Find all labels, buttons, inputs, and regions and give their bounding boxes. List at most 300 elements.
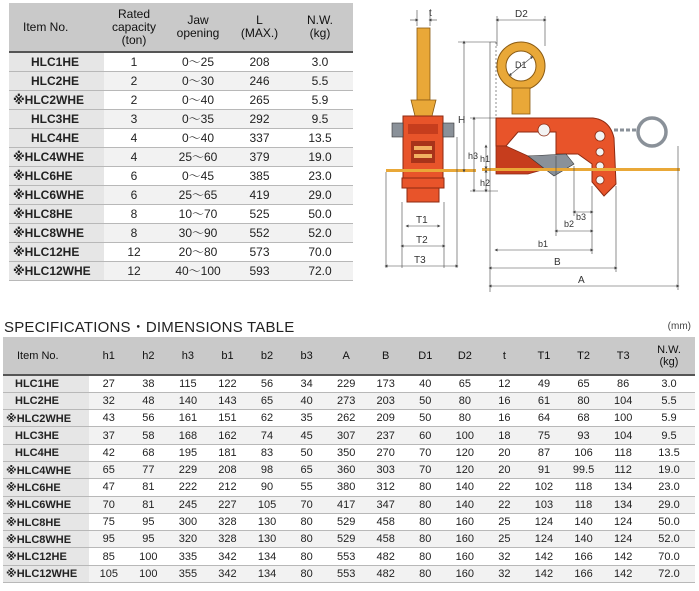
value-cell: 55 [287, 479, 327, 496]
product-table-row [9, 147, 353, 166]
dim-h3-label: h3 [468, 151, 479, 161]
value-cell: 20 [485, 461, 525, 478]
value-cell: 70 [406, 461, 446, 478]
value-cell: 593 [232, 261, 287, 280]
value-cell: 13.5 [287, 128, 353, 147]
value-cell: 65 [564, 375, 604, 392]
value-cell: 100 [445, 427, 485, 444]
value-cell: 19.0 [287, 147, 353, 166]
dim-b1-label: b1 [538, 239, 549, 249]
value-cell: 134 [603, 479, 643, 496]
value-cell: 40 [406, 375, 446, 392]
product-table-row [9, 128, 353, 147]
value-cell: 360 [326, 461, 366, 478]
value-cell: 40 [287, 392, 327, 409]
value-cell: 22 [485, 496, 525, 513]
value-cell: 222 [168, 479, 208, 496]
value-cell: 140 [564, 513, 604, 530]
value-cell: 227 [208, 496, 248, 513]
value-cell: 5.9 [643, 410, 695, 427]
value-cell: 8 [104, 223, 164, 242]
value-cell: 50.0 [287, 204, 353, 223]
value-cell: 30～90 [164, 223, 232, 242]
value-cell: 525 [232, 204, 287, 223]
value-cell: 95 [129, 531, 169, 548]
value-cell: 328 [208, 531, 248, 548]
value-cell: 80 [287, 548, 327, 565]
value-cell: 38 [129, 375, 169, 392]
value-cell: 134 [247, 565, 287, 582]
value-cell: 32 [485, 565, 525, 582]
item-no-cell: ※HLC6HE [3, 479, 89, 496]
dim-b-label: B [554, 257, 561, 268]
value-cell: 99.5 [564, 461, 604, 478]
value-cell: 50 [406, 392, 446, 409]
product-table [9, 3, 353, 281]
value-cell: 529 [326, 531, 366, 548]
value-cell: 212 [208, 479, 248, 496]
value-cell: 0～30 [164, 71, 232, 90]
value-cell: 65 [247, 392, 287, 409]
item-no-cell: ※HLC6HE [9, 166, 104, 185]
value-cell: 140 [445, 496, 485, 513]
value-cell: 13.5 [643, 444, 695, 461]
front-view [386, 8, 479, 268]
value-cell: 45 [287, 427, 327, 444]
value-cell: 68 [564, 410, 604, 427]
value-cell: 482 [366, 565, 406, 582]
value-cell: 65 [287, 461, 327, 478]
value-cell: 52.0 [643, 531, 695, 548]
spec-header-cell: N.W. (kg) [643, 337, 695, 375]
value-cell: 50.0 [643, 513, 695, 530]
value-cell: 229 [326, 375, 366, 392]
value-cell: 80 [445, 410, 485, 427]
front-shackle [417, 28, 430, 100]
side-view [458, 9, 680, 292]
value-cell: 100 [129, 565, 169, 582]
value-cell: 573 [232, 242, 287, 261]
value-cell: 115 [168, 375, 208, 392]
product-table-row [9, 242, 353, 261]
product-table-row [9, 166, 353, 185]
value-cell: 3.0 [287, 52, 353, 71]
value-cell: 142 [524, 565, 564, 582]
value-cell: 77 [129, 461, 169, 478]
value-cell: 5.9 [287, 90, 353, 109]
value-cell: 0～40 [164, 128, 232, 147]
value-cell: 105 [247, 496, 287, 513]
value-cell: 32 [485, 548, 525, 565]
header-length-max: L (MAX.) [232, 3, 287, 52]
value-cell: 3.0 [643, 375, 695, 392]
value-cell: 342 [208, 548, 248, 565]
spec-table-row [3, 479, 695, 496]
value-cell: 25 [485, 513, 525, 530]
product-table-row [9, 185, 353, 204]
value-cell: 320 [168, 531, 208, 548]
value-cell: 29.0 [643, 496, 695, 513]
spec-header-cell: t [485, 337, 525, 375]
value-cell: 85 [89, 548, 129, 565]
value-cell: 86 [603, 375, 643, 392]
value-cell: 34 [287, 375, 327, 392]
value-cell: 142 [603, 548, 643, 565]
dim-d2-label: D2 [515, 9, 528, 20]
value-cell: 245 [168, 496, 208, 513]
value-cell: 103 [524, 496, 564, 513]
value-cell: 417 [326, 496, 366, 513]
product-table-row [9, 223, 353, 242]
value-cell: 134 [603, 496, 643, 513]
value-cell: 0～40 [164, 90, 232, 109]
value-cell: 130 [247, 531, 287, 548]
value-cell: 56 [247, 375, 287, 392]
value-cell: 2 [104, 71, 164, 90]
value-cell: 65 [445, 375, 485, 392]
value-cell: 1 [104, 52, 164, 71]
spec-dimension-table [3, 337, 695, 583]
value-cell: 83 [247, 444, 287, 461]
dim-h1-label: h1 [480, 154, 491, 164]
item-no-cell: HLC3HE [3, 427, 89, 444]
value-cell: 355 [168, 565, 208, 582]
value-cell: 166 [564, 565, 604, 582]
value-cell: 209 [366, 410, 406, 427]
value-cell: 25～60 [164, 147, 232, 166]
value-cell: 12 [104, 242, 164, 261]
value-cell: 49 [524, 375, 564, 392]
value-cell: 419 [232, 185, 287, 204]
front-bolt-right [443, 123, 454, 137]
value-cell: 124 [524, 531, 564, 548]
value-cell: 328 [208, 513, 248, 530]
value-cell: 70 [287, 496, 327, 513]
value-cell: 98 [247, 461, 287, 478]
front-bolt-left [392, 123, 403, 137]
value-cell: 9.5 [287, 109, 353, 128]
value-cell: 124 [603, 513, 643, 530]
spec-header-cell: D2 [445, 337, 485, 375]
value-cell: 9.5 [643, 427, 695, 444]
item-no-cell: ※HLC8HE [9, 204, 104, 223]
value-cell: 118 [564, 479, 604, 496]
value-cell: 91 [524, 461, 564, 478]
value-cell: 80 [445, 392, 485, 409]
value-cell: 143 [208, 392, 248, 409]
value-cell: 25～65 [164, 185, 232, 204]
dim-d1-label: D1 [515, 60, 527, 70]
value-cell: 8 [104, 204, 164, 223]
header-item-no: Item No. [9, 3, 104, 52]
value-cell: 100 [129, 548, 169, 565]
value-cell: 162 [208, 427, 248, 444]
value-cell: 16 [485, 392, 525, 409]
value-cell: 70 [406, 444, 446, 461]
value-cell: 118 [603, 444, 643, 461]
value-cell: 80 [406, 479, 446, 496]
spec-table-row [3, 513, 695, 530]
value-cell: 262 [326, 410, 366, 427]
spec-table-row [3, 548, 695, 565]
spec-table-header [3, 337, 695, 375]
product-table-row [9, 90, 353, 109]
value-cell: 482 [366, 548, 406, 565]
value-cell: 142 [603, 565, 643, 582]
value-cell: 140 [445, 479, 485, 496]
value-cell: 10～70 [164, 204, 232, 223]
value-cell: 19.0 [643, 461, 695, 478]
value-cell: 23.0 [287, 166, 353, 185]
value-cell: 72.0 [643, 565, 695, 582]
spec-table-row [3, 392, 695, 409]
item-no-cell: ※HLC2WHE [9, 90, 104, 109]
value-cell: 95 [129, 513, 169, 530]
value-cell: 312 [366, 479, 406, 496]
value-cell: 140 [168, 392, 208, 409]
value-cell: 29.0 [287, 185, 353, 204]
value-cell: 265 [232, 90, 287, 109]
item-no-cell: ※HLC8HE [3, 513, 89, 530]
item-no-cell: ※HLC8WHE [3, 531, 89, 548]
value-cell: 81 [129, 496, 169, 513]
item-no-cell: HLC4HE [3, 444, 89, 461]
value-cell: 27 [89, 375, 129, 392]
spec-header-cell: D1 [406, 337, 446, 375]
dim-h2-label: h2 [480, 178, 491, 188]
value-cell: 380 [326, 479, 366, 496]
spec-header-cell: Item No. [3, 337, 89, 375]
spec-header-cell: T1 [524, 337, 564, 375]
value-cell: 52.0 [287, 223, 353, 242]
clamp-dimension-diagram [378, 6, 696, 292]
value-cell: 23.0 [643, 479, 695, 496]
value-cell: 70.0 [287, 242, 353, 261]
value-cell: 303 [366, 461, 406, 478]
value-cell: 160 [445, 565, 485, 582]
value-cell: 64 [524, 410, 564, 427]
value-cell: 80 [406, 496, 446, 513]
value-cell: 20～80 [164, 242, 232, 261]
value-cell: 104 [603, 392, 643, 409]
spec-table-row [3, 496, 695, 513]
value-cell: 335 [168, 548, 208, 565]
value-cell: 80 [406, 548, 446, 565]
value-cell: 70 [89, 496, 129, 513]
spec-table-title: SPECIFICATIONS・DIMENSIONS TABLE [4, 319, 295, 336]
value-cell: 61 [524, 392, 564, 409]
value-cell: 173 [366, 375, 406, 392]
value-cell: 35 [287, 410, 327, 427]
value-cell: 379 [232, 147, 287, 166]
item-no-cell: ※HLC8WHE [9, 223, 104, 242]
value-cell: 458 [366, 513, 406, 530]
value-cell: 120 [445, 461, 485, 478]
value-cell: 208 [232, 52, 287, 71]
value-cell: 140 [564, 531, 604, 548]
value-cell: 60 [406, 427, 446, 444]
value-cell: 273 [326, 392, 366, 409]
spec-header-cell: h1 [89, 337, 129, 375]
spec-header-cell: T2 [564, 337, 604, 375]
value-cell: 160 [445, 548, 485, 565]
value-cell: 105 [89, 565, 129, 582]
item-no-cell: ※HLC12WHE [3, 565, 89, 582]
value-cell: 80 [564, 392, 604, 409]
dim-b3-label: b3 [576, 212, 587, 222]
value-cell: 168 [168, 427, 208, 444]
value-cell: 16 [485, 410, 525, 427]
lock-ring [638, 118, 666, 146]
value-cell: 48 [129, 392, 169, 409]
item-no-cell: ※HLC4WHE [9, 147, 104, 166]
value-cell: 337 [232, 128, 287, 147]
value-cell: 166 [564, 548, 604, 565]
item-no-cell: HLC1HE [9, 52, 104, 71]
value-cell: 118 [564, 496, 604, 513]
value-cell: 102 [524, 479, 564, 496]
spec-header-cell: A [326, 337, 366, 375]
spec-table-row [3, 375, 695, 392]
item-no-cell: ※HLC12WHE [9, 261, 104, 280]
value-cell: 203 [366, 392, 406, 409]
value-cell: 307 [326, 427, 366, 444]
value-cell: 18 [485, 427, 525, 444]
item-no-cell: ※HLC4WHE [3, 461, 89, 478]
value-cell: 81 [129, 479, 169, 496]
spec-table-row [3, 565, 695, 582]
value-cell: 529 [326, 513, 366, 530]
value-cell: 50 [287, 444, 327, 461]
value-cell: 112 [603, 461, 643, 478]
value-cell: 552 [232, 223, 287, 242]
value-cell: 120 [445, 444, 485, 461]
product-table-body [9, 52, 353, 280]
value-cell: 37 [89, 427, 129, 444]
product-table-row [9, 204, 353, 223]
product-table-row [9, 109, 353, 128]
value-cell: 74 [247, 427, 287, 444]
header-net-weight: N.W. (kg) [287, 3, 353, 52]
value-cell: 124 [603, 531, 643, 548]
side-plate [482, 168, 680, 171]
value-cell: 87 [524, 444, 564, 461]
value-cell: 47 [89, 479, 129, 496]
value-cell: 80 [287, 513, 327, 530]
value-cell: 0～25 [164, 52, 232, 71]
value-cell: 58 [129, 427, 169, 444]
value-cell: 68 [129, 444, 169, 461]
value-cell: 3 [104, 109, 164, 128]
value-cell: 160 [445, 531, 485, 548]
value-cell: 229 [168, 461, 208, 478]
product-table-row [9, 261, 353, 280]
value-cell: 80 [406, 565, 446, 582]
value-cell: 237 [366, 427, 406, 444]
value-cell: 43 [89, 410, 129, 427]
dim-t1-label: T1 [416, 215, 428, 226]
spec-header-cell: h2 [129, 337, 169, 375]
product-table-row [9, 52, 353, 71]
value-cell: 347 [366, 496, 406, 513]
dim-b2-label: b2 [564, 219, 575, 229]
value-cell: 42 [89, 444, 129, 461]
value-cell: 12 [485, 375, 525, 392]
item-no-cell: HLC2HE [3, 392, 89, 409]
item-no-cell: HLC1HE [3, 375, 89, 392]
item-no-cell: HLC4HE [9, 128, 104, 147]
value-cell: 90 [247, 479, 287, 496]
value-cell: 130 [247, 513, 287, 530]
spec-header-cell: h3 [168, 337, 208, 375]
value-cell: 50 [406, 410, 446, 427]
unit-label: (mm) [667, 321, 691, 332]
value-cell: 181 [208, 444, 248, 461]
value-cell: 12 [104, 261, 164, 280]
item-no-cell: ※HLC12HE [3, 548, 89, 565]
spec-table-row [3, 461, 695, 478]
value-cell: 5.5 [287, 71, 353, 90]
value-cell: 151 [208, 410, 248, 427]
value-cell: 0～45 [164, 166, 232, 185]
value-cell: 93 [564, 427, 604, 444]
value-cell: 40～100 [164, 261, 232, 280]
value-cell: 72.0 [287, 261, 353, 280]
value-cell: 246 [232, 71, 287, 90]
value-cell: 6 [104, 166, 164, 185]
value-cell: 342 [208, 565, 248, 582]
value-cell: 458 [366, 531, 406, 548]
item-no-cell: ※HLC2WHE [3, 410, 89, 427]
spec-header-cell: b1 [208, 337, 248, 375]
value-cell: 75 [524, 427, 564, 444]
value-cell: 270 [366, 444, 406, 461]
value-cell: 25 [485, 531, 525, 548]
value-cell: 56 [129, 410, 169, 427]
dim-h-label: H [458, 115, 466, 126]
value-cell: 65 [89, 461, 129, 478]
item-no-cell: ※HLC6WHE [3, 496, 89, 513]
spec-table-row [3, 427, 695, 444]
header-jaw-opening: Jaw opening [164, 3, 232, 52]
value-cell: 124 [524, 513, 564, 530]
value-cell: 80 [406, 531, 446, 548]
value-cell: 4 [104, 147, 164, 166]
spec-table-row [3, 531, 695, 548]
dim-t-label: t [429, 8, 432, 19]
spec-table-row [3, 410, 695, 427]
value-cell: 350 [326, 444, 366, 461]
value-cell: 122 [208, 375, 248, 392]
product-table-row [9, 71, 353, 90]
value-cell: 160 [445, 513, 485, 530]
value-cell: 106 [564, 444, 604, 461]
value-cell: 95 [89, 531, 129, 548]
value-cell: 32 [89, 392, 129, 409]
value-cell: 142 [524, 548, 564, 565]
value-cell: 5.5 [643, 392, 695, 409]
dim-a-label: A [578, 275, 585, 286]
dim-t3-label: T3 [414, 255, 426, 266]
value-cell: 20 [485, 444, 525, 461]
item-no-cell: HLC2HE [9, 71, 104, 90]
value-cell: 195 [168, 444, 208, 461]
value-cell: 80 [287, 565, 327, 582]
value-cell: 385 [232, 166, 287, 185]
value-cell: 80 [406, 513, 446, 530]
item-no-cell: HLC3HE [9, 109, 104, 128]
header-rated-capacity: Rated capacity (ton) [104, 3, 164, 52]
